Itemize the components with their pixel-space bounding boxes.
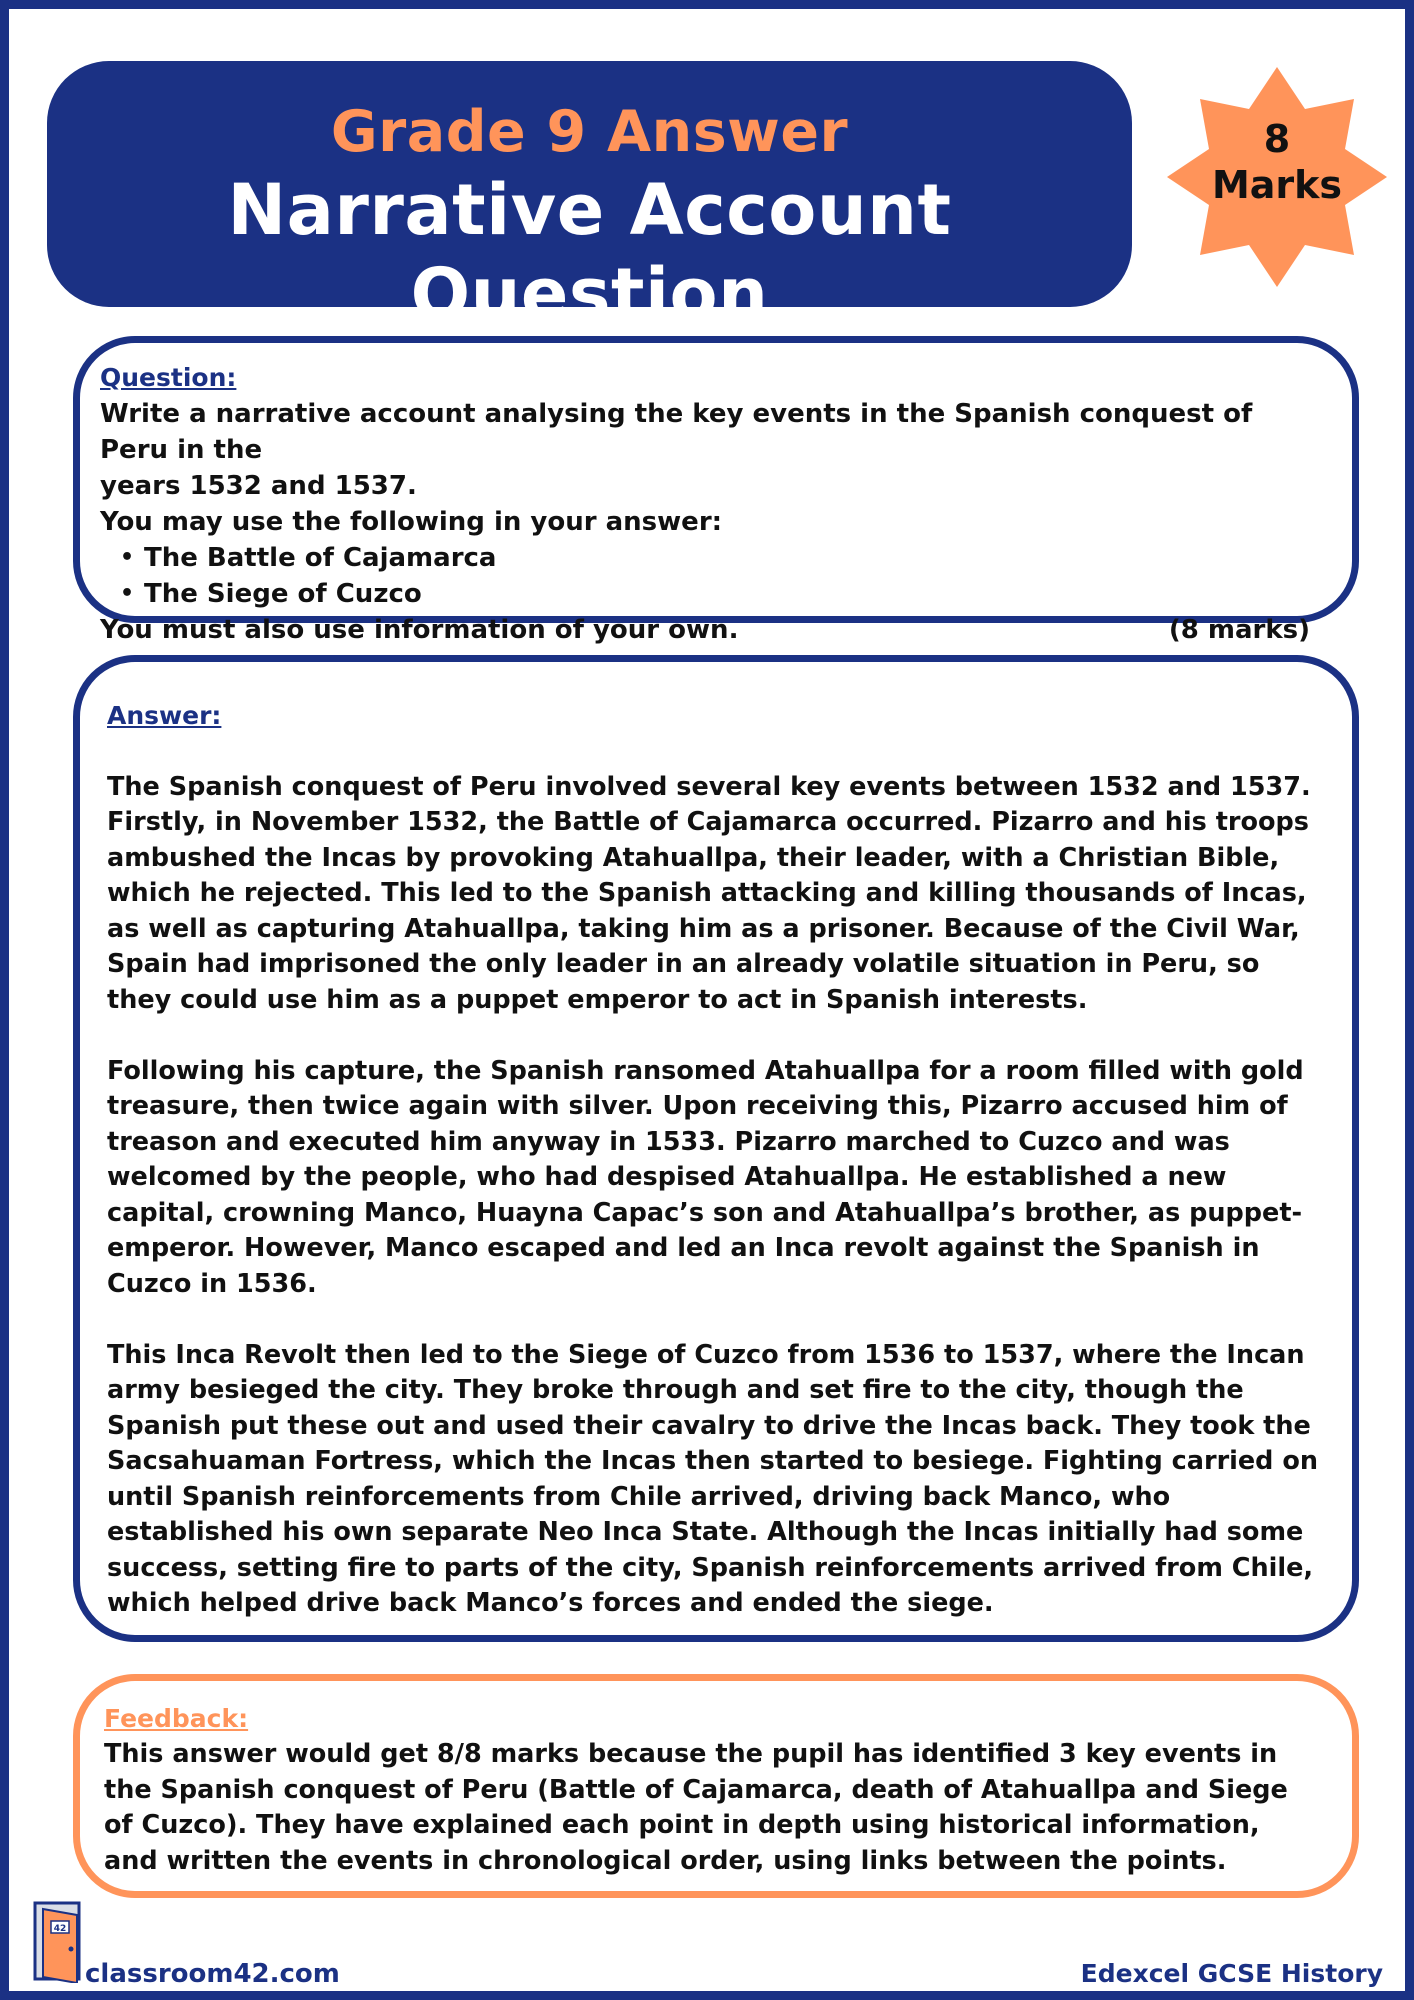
marks-badge: [1167, 67, 1387, 287]
marks-badge-text: [1167, 117, 1387, 208]
marks-number: 8: [1263, 117, 1291, 161]
question-closing-row: [100, 612, 1310, 648]
answer-paragraph-3: This Inca Revolt then led to the Siege of Cuzco from 1536 to 1537, where the Incan army besieged the city. They broke through and set fire to the city, though the Spanish put these out and used their cavalry to drive the Incas back. They took the Sacsahuaman Fortress, which the Incas then started to besiege. Fighting carried on until Spanish reinforcements from Chile arrived, driving back Manco, who established his own separate Neo Inca State. Although the Incas initially had some success, setting fire to parts of the city, Spanish reinforcements arrived from Chile, which helped drive back Manco’s forces and ended the siege.: [107, 1339, 1318, 1618]
feedback-label: Feedback:: [104, 1704, 249, 1733]
question-prompt-line-1: Write a narrative account analysing the key events in the Spanish conquest of Peru in the: [100, 399, 1253, 465]
footer-course: Edexcel GCSE History: [1080, 1959, 1383, 1988]
answer-label: Answer:: [107, 701, 222, 730]
bullet-item: • The Battle of Cajamarca: [120, 540, 1310, 576]
bullet-item: • The Siege of Cuzco: [120, 576, 1310, 612]
answer-box: [73, 655, 1359, 1642]
question-box: [73, 336, 1359, 645]
question-bullet-list: [100, 540, 1310, 612]
spacer: [107, 734, 1318, 770]
question-marks: (8 marks): [1168, 615, 1310, 645]
answer-paragraph-2: Following his capture, the Spanish ransomed Atahuallpa for a room filled with gold treasure, then twice again with silver. Upon receiving this, Pizarro accused him of treason and executed him anyway in 1533. Pizarro marched to Cuzco and was welcomed by the people, who had despised Atahuallpa. He established a new capital, crowning Manco, Huayna Capac’s son and Atahuallpa’s brother, as puppet-emperor. However, Manco escaped and led an Inca revolt against the Spanish in Cuzco in 1536.: [107, 1055, 1304, 1299]
spacer: [107, 1302, 1318, 1338]
feedback-text: This answer would get 8/8 marks because the pupil has identified 3 key events in the Spanish conquest of Peru (Battle of Cajamarca, death of Atahuallpa and Siege of Cuzco). They have explained each point in depth using historical information, and written the events in chronological order, using links between the points.: [104, 1739, 1288, 1876]
marks-unit: Marks: [1211, 162, 1343, 207]
question-label: Question:: [100, 363, 237, 392]
footer-site[interactable]: classroom42.com: [85, 1959, 340, 1989]
answer-paragraph-1: The Spanish conquest of Peru involved several key events between 1532 and 1537. Firstly, in November 1532, the Battle of Cajamarca occurred. Pizarro and his troops ambushed the Incas by provoking Atahuallpa, their leader, with a Christian Bible, which he rejected. This led to the Spanish attacking and killing thousands of Incas, as well as capturing Atahuallpa, taking him as a prisoner. Because of the Civil War, Spain had imprisoned the only leader in an already volatile situation in Peru, so they could use him as a puppet emperor to act in Spanish interests.: [107, 771, 1311, 1015]
logo-number: 42: [53, 1924, 67, 1934]
question-prompt-line-2: years 1532 and 1537.: [100, 471, 417, 501]
page-title: Narrative Account Question: [227, 169, 952, 336]
title-banner: [47, 61, 1132, 336]
feedback-box: [73, 1674, 1359, 1898]
grade-subtitle: Grade 9 Answer: [330, 99, 849, 165]
question-closing: You must also use information of your own.: [100, 615, 739, 645]
classroom-door-icon: [31, 1899, 83, 1983]
question-instruction: You may use the following in your answer:: [100, 507, 723, 537]
spacer: [107, 1018, 1318, 1054]
